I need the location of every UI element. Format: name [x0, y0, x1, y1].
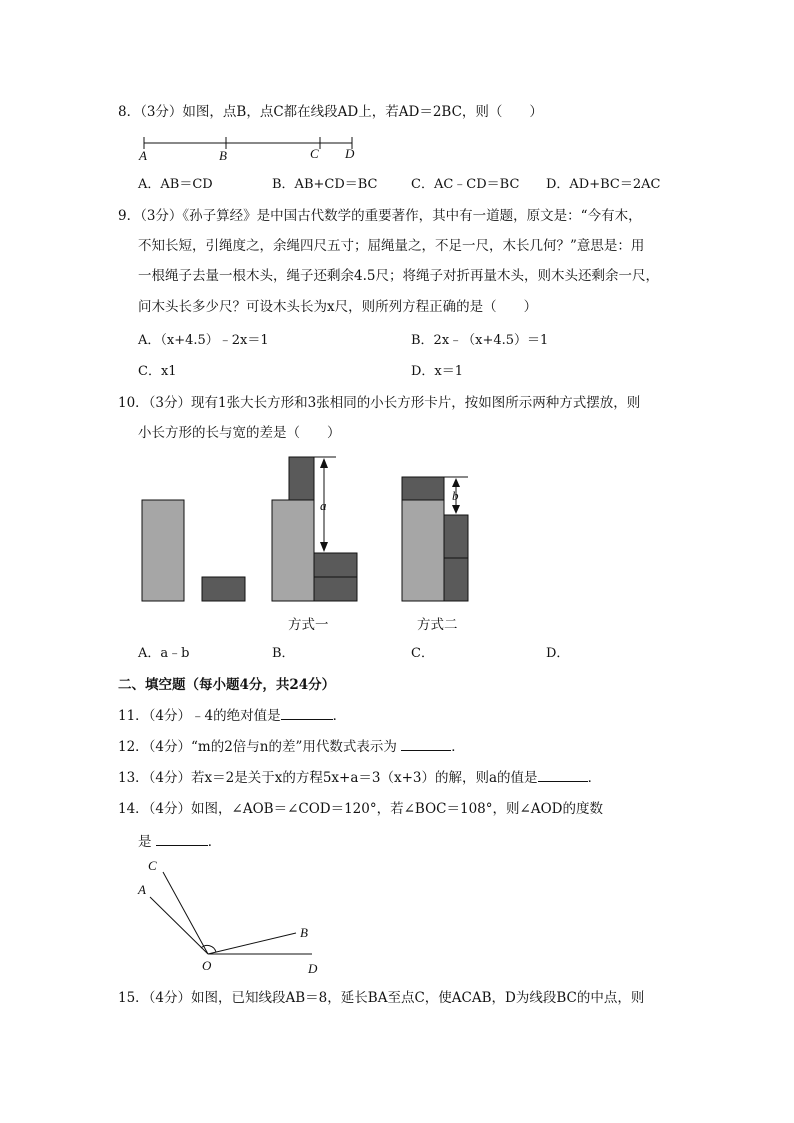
q15-stem: 15．（4分）如图，已知线段AB＝8，延长BA至点C，使ACAB，D为线段BC的中点，则: [118, 990, 645, 1006]
label-d-point: D: [308, 961, 318, 976]
ray-ob: [208, 933, 296, 954]
q10-option-d[interactable]: D．: [546, 646, 570, 661]
q14-text: 是: [138, 834, 156, 850]
q11-text: 11．（4分）﹣4的绝对值是: [118, 708, 281, 724]
q8-option-a[interactable]: A．AB＝CD: [138, 177, 213, 192]
q8-option-c[interactable]: C．AC﹣CD＝BC: [411, 177, 520, 192]
q8-option-d[interactable]: D．AD+BC＝2AC: [546, 177, 661, 192]
q9-line-4: 问木头长多少尺？可设木头长为x尺，则所列方程正确的是（ ）: [138, 299, 538, 315]
label-d: D: [345, 146, 355, 161]
label-a-point: A: [138, 882, 146, 897]
q9-option-b[interactable]: B．2x﹣（x+4.5）＝1: [411, 333, 549, 348]
q9-option-d[interactable]: D．x＝1: [411, 364, 464, 379]
q12-text-end: ．: [451, 739, 465, 755]
label-o-point: O: [202, 958, 212, 973]
q8-option-b[interactable]: B．AB+CD＝BC: [272, 177, 378, 192]
q11-text-end: ．: [332, 708, 347, 724]
q10-option-a[interactable]: A．a﹣b: [138, 646, 190, 661]
q9-line-2: 不知长短，引绳度之，余绳四尺五寸；屈绳量之，不足一尺，木长几何？”意思是：用: [138, 238, 645, 254]
q10-line-2: 小长方形的长与宽的差是（ ）: [138, 425, 341, 441]
label-b: B: [219, 148, 227, 163]
q9-line-3: 一根绳子去量一根木头，绳子还剩余4.5尺；将绳子对折再量木头，则木头还剩余一尺，: [138, 268, 659, 284]
ray-oc: [163, 872, 208, 954]
q13-text: 13．（4分）若x＝2是关于x的方程5x+a＝3（x+3）的解，则a的值是: [118, 770, 538, 786]
q10-line-1: 10．（3分）现有1张大长方形和3张相同的小长方形卡片，按如图所示两种方式摆放，则: [118, 395, 641, 411]
label-a-dimension: a: [320, 498, 327, 513]
label-c: C: [310, 146, 319, 161]
q13-text-end: ．: [587, 770, 602, 786]
label-a: A: [139, 148, 147, 163]
q12-text: 12．（4分）“m的2倍与n的差”用代数式表示为: [118, 739, 402, 755]
q10-option-b[interactable]: B．: [272, 646, 295, 661]
label-b-dimension: b: [452, 488, 459, 503]
caption-method-one: 方式一: [288, 617, 329, 633]
q14-text-end: ．: [207, 834, 222, 850]
q9-option-c[interactable]: C．x1: [138, 364, 177, 379]
section-2-title: 二、填空题（每小题4分，共24分）: [118, 677, 336, 693]
q9-line-1: 9．（3分）《孙子算经》是中国古代数学的重要著作，其中有一道题，原文是：“今有木，: [118, 208, 642, 224]
q14-line-1: 14．（4分）如图，∠AOB＝∠COD＝120°，若∠BOC＝108°，则∠AOD的度数: [118, 801, 603, 817]
ray-oa: [150, 897, 208, 954]
label-b-point: B: [300, 925, 308, 940]
q10-option-c[interactable]: C．: [411, 646, 434, 661]
q9-option-a[interactable]: A．（x+4.5）﹣2x＝1: [138, 333, 269, 348]
label-c-point: C: [148, 858, 157, 873]
caption-method-two: 方式二: [417, 617, 458, 633]
q8-stem: 8．（3分）如图，点B，点C都在线段AD上，若AD＝2BC，则（ ）: [118, 104, 543, 120]
